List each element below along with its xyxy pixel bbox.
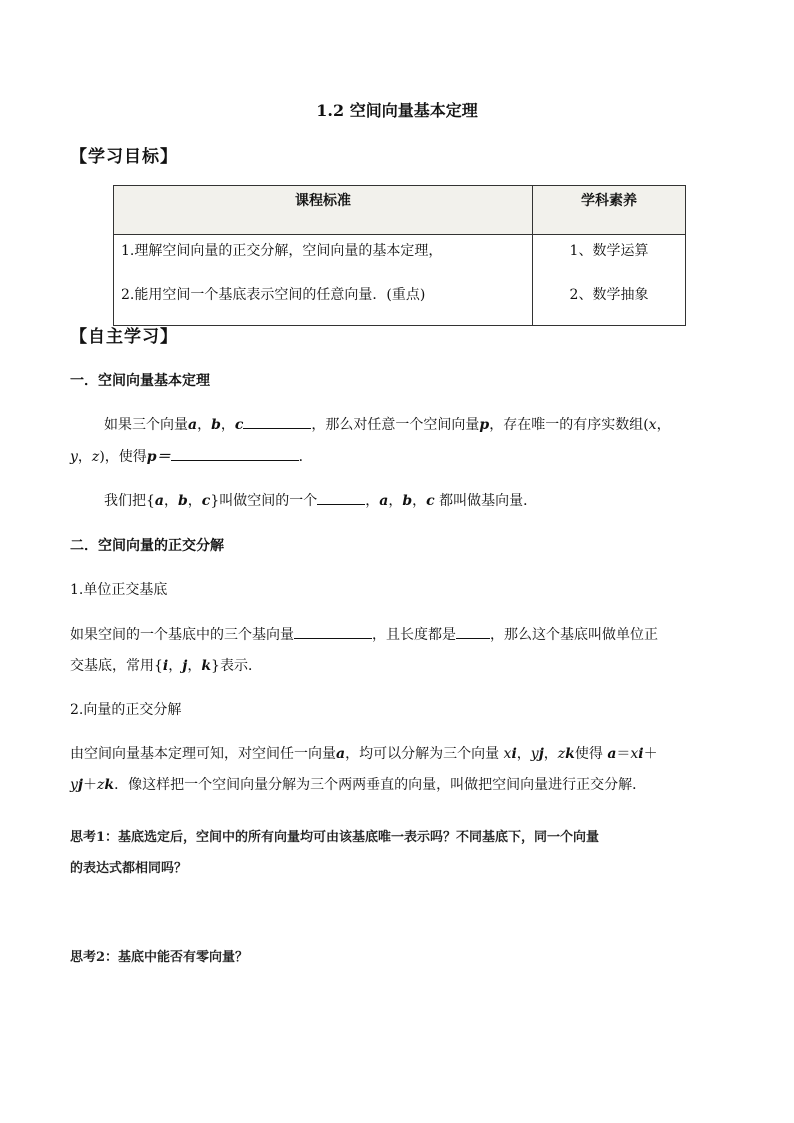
- part1-heading: 一．空间向量基本定理: [70, 373, 210, 389]
- blank-perpendicular[interactable]: [294, 624, 372, 639]
- literacy-cell: [533, 235, 686, 326]
- basis-paragraph: 我们把{a，b，c}叫做空间的一个 ，a，b，c 都叫做基向量．: [104, 490, 537, 510]
- standard-item: 1.理解空间向量的正交分解，空间向量的基本定理，: [121, 243, 443, 259]
- think-question-1-line1: 思考1：基底选定后，空间中的所有向量均可由该基底唯一表示吗？不同基底下，同一个向量: [70, 830, 600, 845]
- header-course-standard: 课程标准: [114, 186, 533, 235]
- blank-condition[interactable]: [243, 414, 311, 429]
- goals-table-row: [114, 235, 686, 326]
- blank-expression[interactable]: [171, 446, 299, 461]
- blank-basis[interactable]: [317, 490, 365, 505]
- goals-table: [113, 185, 686, 326]
- blank-length[interactable]: [456, 624, 490, 639]
- think-question-2: 思考2：基底中能否有零向量？: [70, 950, 249, 965]
- goals-table-header-row: [114, 186, 686, 235]
- section-objectives: 【学习目标】: [70, 147, 178, 167]
- literacy-item: 2、数学抽象: [569, 287, 649, 303]
- theorem-paragraph-line1: 如果三个向量a，b，c ，那么对任意一个空间向量p，存在唯一的有序实数组(x，: [104, 414, 671, 434]
- page-title: 1.2 空间向量基本定理: [316, 101, 478, 120]
- sub-heading-unit-basis: 1.单位正交基底: [70, 582, 168, 598]
- unit-basis-line2: 交基底，常用{i，j，k}表示．: [70, 658, 262, 674]
- orthogonal-line2: yj＋zk．像这样把一个空间向量分解为三个两两垂直的向量，叫做把空间向量进行正交分解．: [70, 777, 647, 793]
- sub-heading-orthogonal: 2.向量的正交分解: [70, 702, 182, 718]
- literacy-item: 1、数学运算: [569, 243, 649, 259]
- unit-basis-line1: 如果空间的一个基底中的三个基向量 ，且长度都是 ，那么这个基底叫做单位正: [70, 624, 658, 644]
- orthogonal-line1: 由空间向量基本定理可知，对空间任一向量a，均可以分解为三个向量 xi，yj，zk使得 a＝xi＋: [70, 746, 658, 762]
- think-question-1-line2: 的表达式都相同吗？: [70, 861, 188, 876]
- theorem-paragraph-line2: y，z)，使得p＝ ．: [70, 446, 313, 466]
- section-self-study: 【自主学习】: [70, 327, 178, 347]
- standard-item: 2.能用空间一个基底表示空间的任意向量．(重点): [121, 287, 426, 303]
- header-subject-literacy: 学科素养: [533, 186, 686, 235]
- standards-cell: [114, 235, 533, 326]
- part2-heading: 二．空间向量的正交分解: [70, 538, 224, 554]
